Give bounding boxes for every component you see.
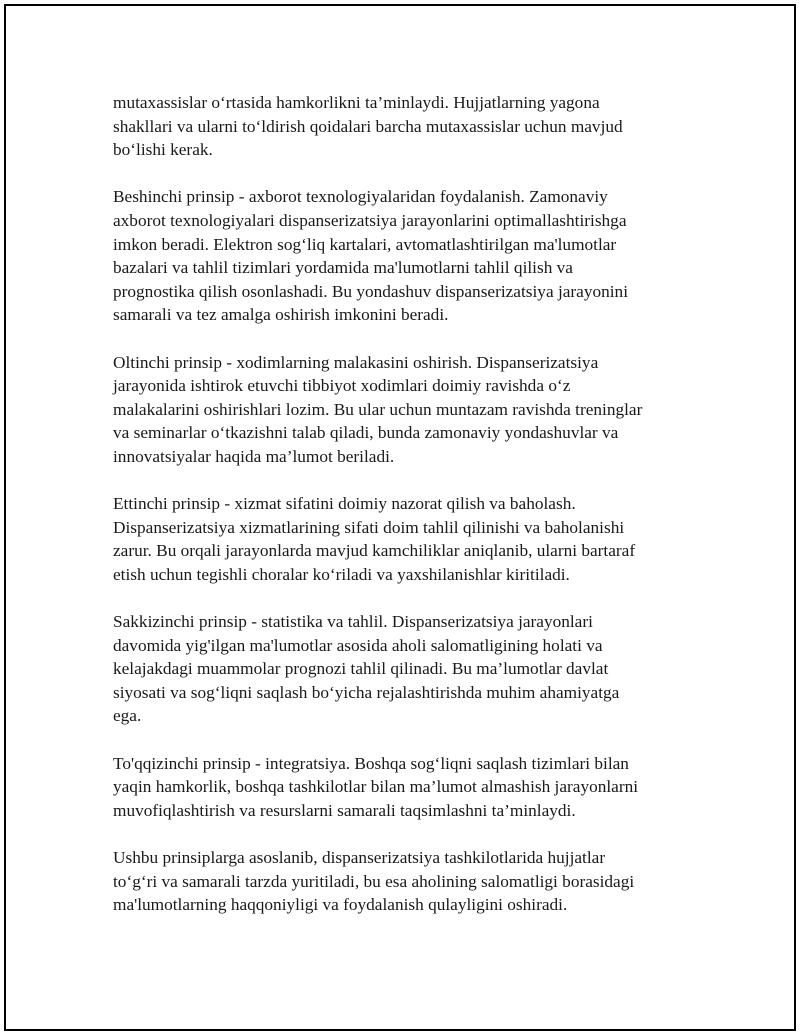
- text-line: axborot texnologiyalari dispanserizatsiya jarayonlarini optimallashtirishga: [113, 210, 627, 230]
- text-line: shakllari va ularni to‘ldirish qoidalari barcha mutaxassislar uchun mavjud: [113, 116, 623, 136]
- text-line: jarayonida ishtirok etuvchi tibbiyot xodimlari doimiy ravishda o‘z: [113, 376, 571, 396]
- paragraph-5: [113, 610, 693, 728]
- text-line: Dispanserizatsiya xizmatlarining sifati doim tahlil qilinishi va baholanishi: [113, 517, 625, 537]
- document-body: [113, 91, 693, 940]
- text-line: kelajakdagi muammolar prognozi tahlil qilinadi. Bu ma’lumotlar davlat: [113, 659, 609, 679]
- text-line: bo‘lishi kerak.: [113, 140, 213, 160]
- text-line: ega.: [113, 706, 142, 726]
- text-line: muvofiqlashtirish va resurslarni samarali taqsimlashni ta’minlaydi.: [113, 800, 576, 820]
- text-line: davomida yig'ilgan ma'lumotlar asosida aholi salomatligining holati va: [113, 635, 603, 655]
- text-line: siyosati va sog‘liqni saqlash bo‘yicha rejalashtirishda muhim ahamiyatga: [113, 682, 620, 702]
- text-line: zarur. Bu orqali jarayonlarda mavjud kamchiliklar aniqlanib, ularni bartaraf: [113, 541, 636, 561]
- text-line: to‘g‘ri va samarali tarzda yuritiladi, bu esa aholining salomatligi borasidagi: [113, 871, 635, 891]
- text-line: Beshinchi prinsip - axborot texnologiyalaridan foydalanish. Zamonaviy: [113, 187, 608, 207]
- text-line: Ushbu prinsiplarga asoslanib, dispanserizatsiya tashkilotlarida hujjatlar: [113, 848, 606, 867]
- text-line: malakalarini oshirishlari lozim. Bu ular uchun muntazam ravishda treninglar: [113, 399, 643, 419]
- paragraph-6: [113, 752, 693, 823]
- text-line: innovatsiyalar haqida ma’lumot beriladi.: [113, 446, 395, 466]
- text-line: imkon beradi. Elektron sog‘liq kartalari, avtomatlashtirilgan ma'lumotlar: [113, 234, 617, 254]
- text-line: Oltinchi prinsip - xodimlarning malakasini oshirish. Dispanserizatsiya: [113, 352, 599, 372]
- text-line: ma'lumotlarning haqqoniyligi va foydalanish qulayligini oshiradi.: [113, 895, 568, 915]
- text-line: To'qqizinchi prinsip - integratsiya. Boshqa sog‘liqni saqlash tizimlari bilan: [113, 753, 629, 773]
- text-line: Ettinchi prinsip - xizmat sifatini doimiy nazorat qilish va baholash.: [113, 494, 576, 514]
- paragraph-2: [113, 185, 693, 327]
- text-line: mutaxassislar o‘rtasida hamkorlikni ta’minlaydi. Hujjatlarning yagona: [113, 93, 600, 112]
- text-line: Sakkizinchi prinsip - statistika va tahlil. Dispanserizatsiya jarayonlari: [113, 612, 593, 632]
- text-line: va seminarlar o‘tkazishni talab qiladi, bunda zamonaviy yondashuvlar va: [113, 423, 619, 443]
- paragraph-4: [113, 492, 693, 586]
- text-line: prognostika qilish osonlashadi. Bu yondashuv dispanserizatsiya jarayonini: [113, 281, 629, 301]
- text-line: etish uchun tegishli choralar ko‘riladi va yaxshilanishlar kiritiladi.: [113, 564, 570, 584]
- paragraph-7: [113, 846, 693, 917]
- text-line: bazalari va tahlil tizimlari yordamida ma'lumotlarni tahlil qilish va: [113, 258, 573, 278]
- text-line: yaqin hamkorlik, boshqa tashkilotlar bilan ma’lumot almashish jarayonlarni: [113, 777, 639, 797]
- paragraph-1: [113, 91, 693, 162]
- paragraph-3: [113, 351, 693, 469]
- text-line: samarali va tez amalga oshirish imkonini beradi.: [113, 305, 449, 325]
